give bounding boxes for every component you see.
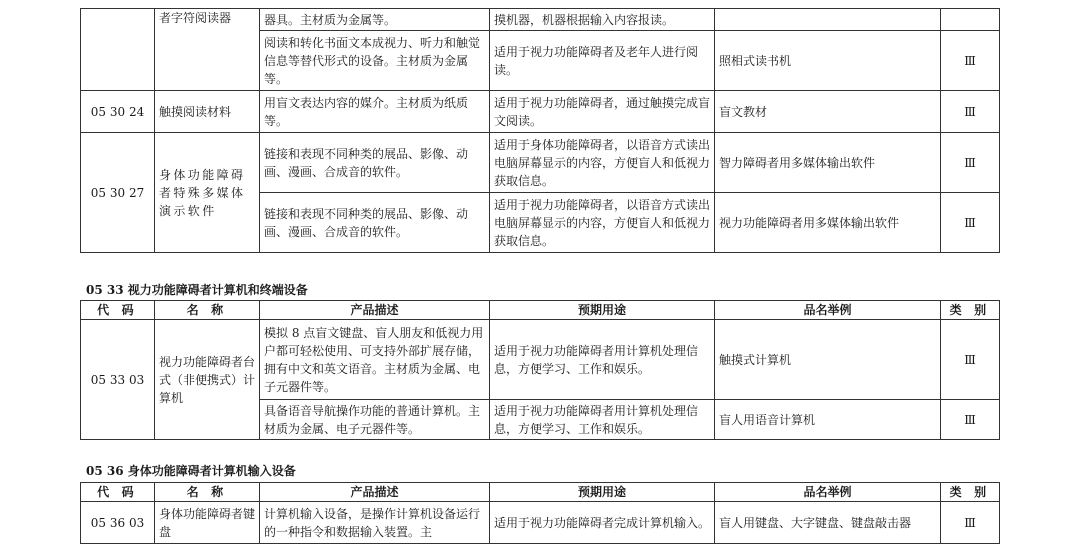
cell-name: 视力功能障碍者台式（非便携式）计算机: [155, 320, 260, 440]
cell-use: 适用于视力功能障碍者，以语音方式读出电脑屏幕显示的内容，方便盲人和低视力获取信息。: [490, 193, 715, 253]
cell-use: 适用于视力功能障碍者，通过触摸完成盲文阅读。: [490, 91, 715, 133]
cell-example: 盲人用语音计算机: [715, 400, 941, 440]
cell-example: 照相式读书机: [715, 31, 941, 91]
cell-use: 适用于身体功能障碍者，以语音方式读出电脑屏幕显示的内容，方便盲人和低视力获取信息。: [490, 133, 715, 193]
table-section-0536: [80, 482, 1000, 544]
cell-name: 身体功能障碍者键盘: [155, 502, 260, 544]
cell-desc: 阅读和转化书面文本成视力、听力和触觉信息等替代形式的设备。主材质为金属等。: [260, 31, 490, 91]
cell-code: 05 36 03: [81, 502, 155, 544]
header-example: 品名举例: [715, 301, 941, 320]
cell-desc: 链接和表现不同种类的展品、影像、动画、漫画、合成音的软件。: [260, 133, 490, 193]
cell-desc: 器具。主材质为金属等。: [260, 9, 490, 31]
header-name: 名 称: [155, 483, 260, 502]
cell-desc: 模拟 8 点盲文键盘、盲人朋友和低视力用户都可轻松使用、可支持外部扩展存储，拥有中文和英文语音。主材质为金属、电子元器件等。: [260, 320, 490, 400]
cell-use: 适用于视力功能障碍者及老年人进行阅读。: [490, 31, 715, 91]
cell-example: 盲人用键盘、大字键盘、键盘敲击器: [715, 502, 941, 544]
cell-desc: 具备语音导航操作功能的普通计算机。主材质为金属、电子元器件等。: [260, 400, 490, 440]
header-desc: 产品描述: [260, 483, 490, 502]
cell-desc: 用盲文表达内容的媒介。主材质为纸质等。: [260, 91, 490, 133]
cell-code: 05 33 03: [81, 320, 155, 440]
cell-example: 盲文教材: [715, 91, 941, 133]
cell-example: 触摸式计算机: [715, 320, 941, 400]
section-title: 05 36 身体功能障碍者计算机输入设备: [86, 464, 296, 478]
cell-desc: 链接和表现不同种类的展品、影像、动画、漫画、合成音的软件。: [260, 193, 490, 253]
header-code: 代 码: [81, 301, 155, 320]
header-code: 代 码: [81, 483, 155, 502]
table-section-0533: [80, 300, 1000, 440]
cell-example: [715, 9, 941, 31]
cell-use: 摸机器，机器根据输入内容报读。: [490, 9, 715, 31]
cell-class: Ⅲ: [941, 31, 1000, 91]
cell-example: 视力功能障碍者用多媒体输出软件: [715, 193, 941, 253]
cell-class: Ⅲ: [941, 193, 1000, 253]
cell-code: 05 30 27: [81, 133, 155, 253]
table-continued: [80, 8, 1000, 253]
table-row: [81, 9, 1000, 31]
header-desc: 产品描述: [260, 301, 490, 320]
cell-class: [941, 9, 1000, 31]
header-name: 名 称: [155, 301, 260, 320]
header-use: 预期用途: [490, 301, 715, 320]
cell-class: Ⅲ: [941, 320, 1000, 400]
table-row: [81, 320, 1000, 400]
cell-class: Ⅲ: [941, 91, 1000, 133]
header-class: 类 别: [941, 301, 1000, 320]
cell-use: 适用于视力功能障碍者用计算机处理信息，方便学习、工作和娱乐。: [490, 320, 715, 400]
table-header-row: [81, 483, 1000, 502]
table-row: [81, 91, 1000, 133]
cell-name: 者字符阅读器: [155, 9, 260, 91]
cell-desc: 计算机输入设备，是操作计算机设备运行的一种指令和数据输入装置。主: [260, 502, 490, 544]
header-example: 品名举例: [715, 483, 941, 502]
header-class: 类 别: [941, 483, 1000, 502]
table-header-row: [81, 301, 1000, 320]
cell-class: Ⅲ: [941, 502, 1000, 544]
cell-example: 智力障碍者用多媒体输出软件: [715, 133, 941, 193]
table-row: [81, 502, 1000, 544]
cell-name: 身体功能障碍者特殊多媒体演示软件: [155, 133, 260, 253]
cell-code: [81, 9, 155, 91]
cell-code: 05 30 24: [81, 91, 155, 133]
header-use: 预期用途: [490, 483, 715, 502]
cell-class: Ⅲ: [941, 400, 1000, 440]
section-title: 05 33 视力功能障碍者计算机和终端设备: [86, 283, 308, 297]
cell-class: Ⅲ: [941, 133, 1000, 193]
cell-name: 触摸阅读材料: [155, 91, 260, 133]
cell-use: 适用于视力功能障碍者用计算机处理信息，方便学习、工作和娱乐。: [490, 400, 715, 440]
cell-use: 适用于视力功能障碍者完成计算机输入。: [490, 502, 715, 544]
table-row: [81, 133, 1000, 193]
